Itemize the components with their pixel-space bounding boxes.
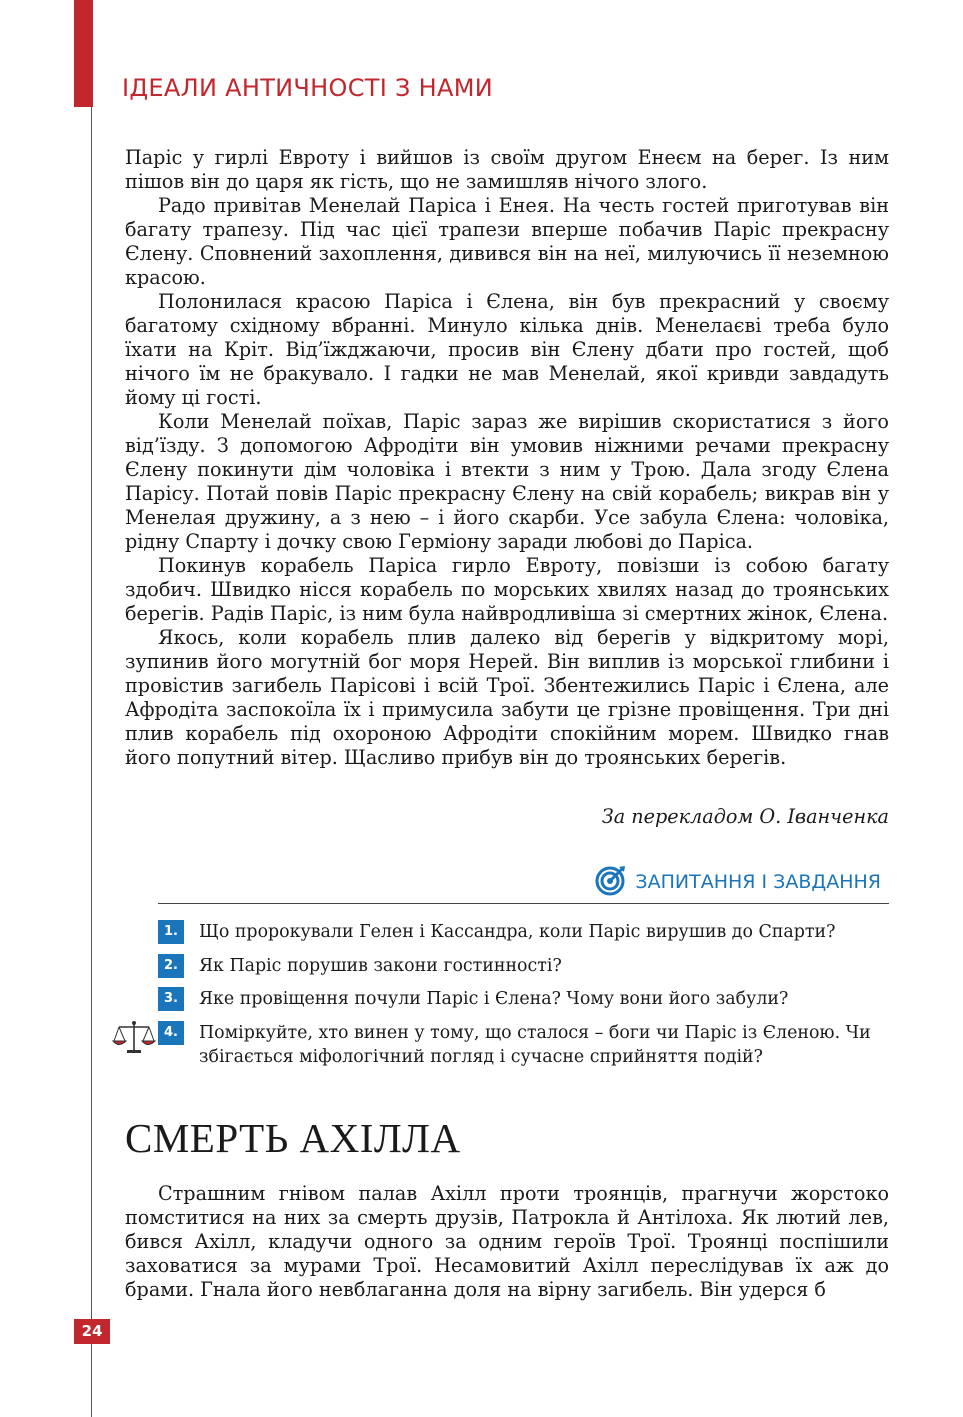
story-paragraph: Страшним гнівом палав Ахілл проти троянців, прагнучи жорстоко помститися на них за смерть друзів, Патрокла й Антілоха. Як лютий лев, бився Ахілл, кладучи одного за одним героїв Трої. Троянці поспішили заховатися за мурами Трої. Несамовитий Ахілл переслідував їх аж до брами. Гнала його невблаганна доля на вірну загибель. Він удерся б [125,1182,889,1301]
question-number: 2. [158,954,184,978]
question-text: Що пророкували Гелен і Кассандра, коли Паріс вирушив до Спарти? [199,922,836,942]
header-accent-bar [74,0,93,107]
story-paragraph: Радо привітав Менелай Паріса і Енея. На честь гостей приготував він багату трапезу. Під час цієї трапези вперше побачив Паріс прекрасну Єлену. Сповнений захоплення, дивився він на неї, милуючись її неземною красою. [125,194,889,289]
story-paragraph: Коли Менелай поїхав, Паріс зараз же вирішив скористатися з його від’їзду. З допомогою Афродіти він умовив ніжними речами прекрасну Єлену покинути дім чоловіка і втекти з ним у Трою. Дала згоду Єлена Парісу. Потай повів Паріс прекрасну Єлену на свій корабель; викрав він у Менелая дружину, а з нею – і його скарби. Усе забула Єлена: чоловіка, рідну Спарту і дочку свою Герміону заради любові до Паріса. [125,410,889,553]
left-margin-rule [91,107,92,1417]
page-number: 24 [74,1319,110,1344]
translation-attribution: За перекладом О. Іванченка [601,805,889,828]
story-paragraph: Паріс у гирлі Евроту і вийшов із своїм другом Енеєм на берег. Із ним пішов він до царя як гість, що не замишляв нічого злого. [125,146,889,193]
question-item [158,1021,889,1069]
story-paragraph: Якось, коли корабель плив далеко від берегів у відкритому морі, зупинив його могутній бог моря Нерей. Він виплив із морської глибини і провістив загибель Парісові і всій Трої. Збентежились Паріс і Єлена, але Афродіта заспокоїла їх і примусила забути це грізне провіщення. Три дні плив корабель під охороною Афродіти спокійним морем. Швидко гнав його попутний вітер. Щасливо прибув він до троянських берегів. [125,626,889,769]
story-title: СМЕРТЬ АХІЛЛА [125,1115,461,1161]
questions-divider [158,903,889,904]
question-number: 4. [158,1021,184,1045]
question-text: Поміркуйте, хто винен у тому, що сталося – боги чи Паріс із Єленою. Чи збігається міфологічний погляд і сучасне сприйняття подій? [199,1023,871,1067]
questions-heading-label: ЗАПИТАННЯ І ЗАВДАННЯ [635,871,881,893]
story-paragraph: Покинув корабель Паріса гирло Евроту, повізши із собою багату здобич. Швидко нісся корабель по морських хвилях назад до троянських берегів. Радів Паріс, із ним була найвродливіша зі смертних жінок, Єлена. [125,554,889,625]
target-icon [595,864,627,900]
scales-icon [112,1019,156,1055]
question-item [158,920,889,944]
story-text [125,146,889,770]
question-number: 1. [158,920,184,944]
next-story-text [125,1182,889,1302]
question-item [158,987,889,1011]
question-text: Як Паріс порушив закони гостинності? [199,956,562,976]
question-text: Яке провіщення почули Паріс і Єлена? Чому вони його забули? [199,989,789,1009]
questions-heading [595,864,881,900]
question-number: 3. [158,987,184,1011]
running-header: ІДЕАЛИ АНТИЧНОСТІ З НАМИ [122,74,493,102]
question-item [158,954,889,978]
story-paragraph: Полонилася красою Паріса і Єлена, він був прекрасний у своєму багатому східному вбранні. Минуло кілька днів. Менелаєві треба було їхати на Кріт. Від’їжджаючи, просив він Єлену дбати про гостей, щоб нічого їм не бракувало. І гадки не мав Менелай, якої кривди завдадуть йому ці гості. [125,290,889,409]
